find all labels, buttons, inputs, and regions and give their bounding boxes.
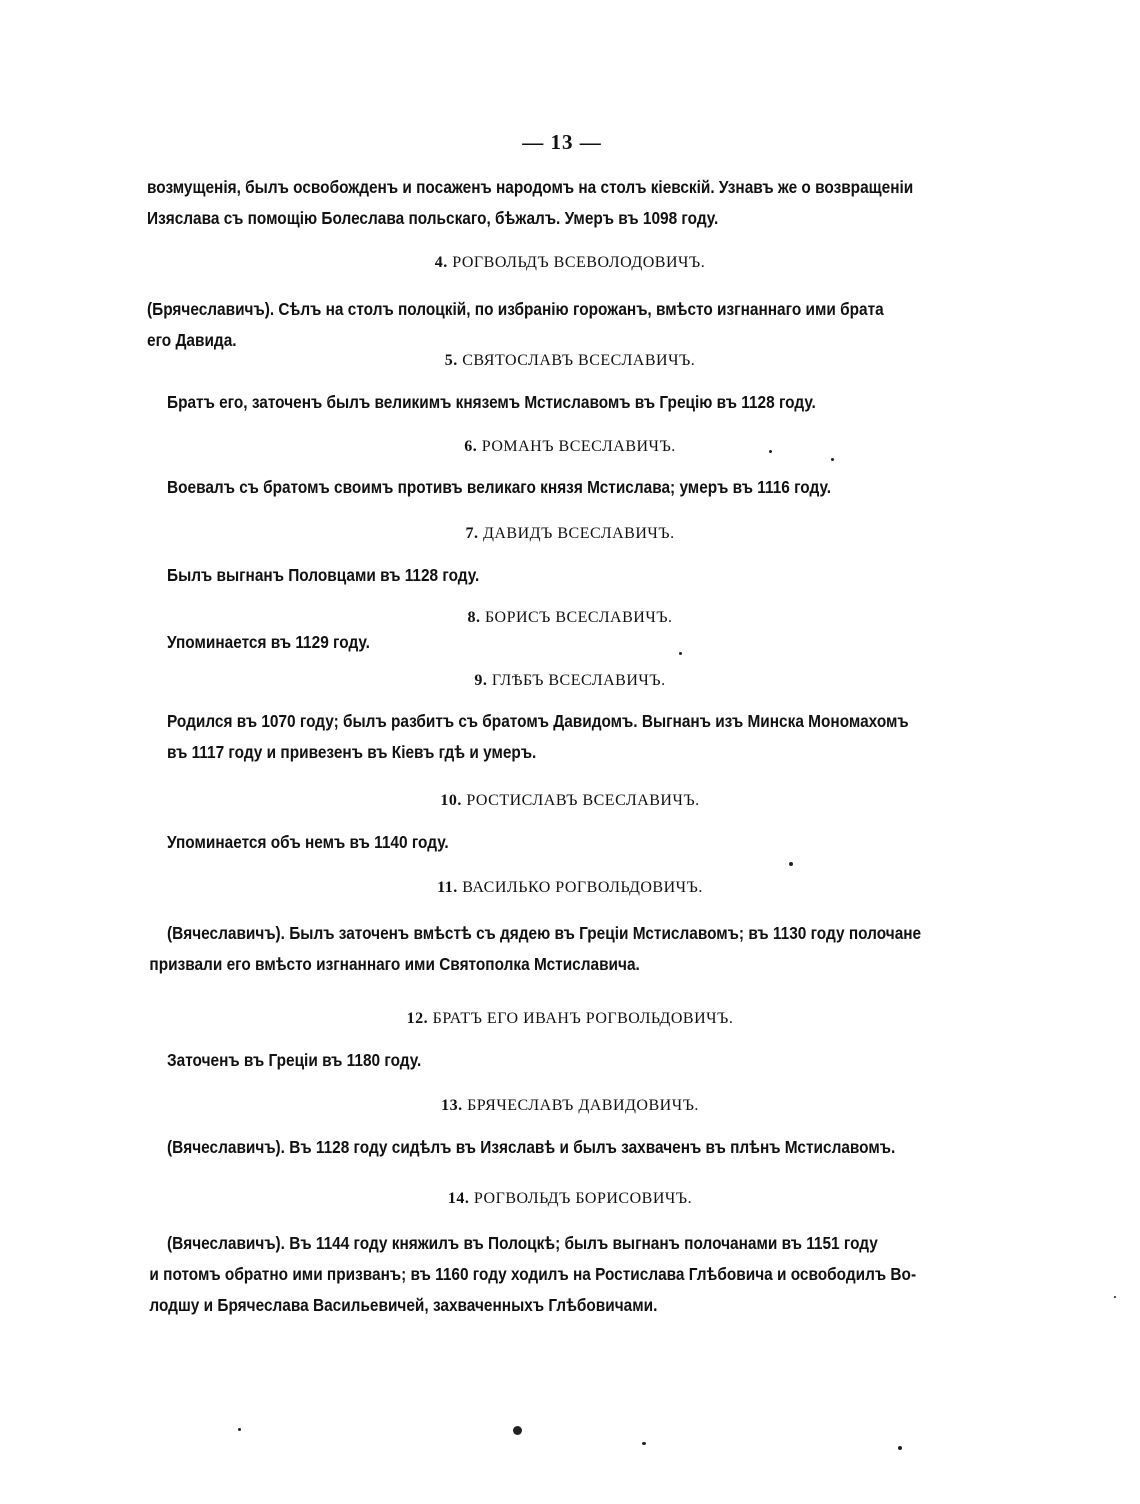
entry-text (167, 627, 370, 658)
text-line: (Брячеславичъ). Сѣлъ на столъ полоцкій, по избранію горожанъ, вмѣсто изгнаннаго ими брата (147, 299, 884, 319)
scan-speck (642, 1442, 646, 1445)
entry-heading (0, 1190, 1140, 1208)
text-line: Изяслава съ помощію Болеслава польскаго, бѣжалъ. Умеръ въ 1098 году. (147, 208, 719, 228)
scan-speck (898, 1446, 902, 1450)
entry-text (167, 1132, 895, 1163)
scan-speck (789, 862, 793, 866)
entry-title: ВАСИЛЬКО РОГВОЛЬДОВИЧЪ. (462, 879, 703, 896)
text-line: Родился въ 1070 году; былъ разбитъ съ братомъ Давидомъ. Выгнанъ изъ Минска Мономахомъ (167, 711, 909, 731)
entry-number: 14. (447, 1190, 470, 1207)
entry-title: БРАТЪ ЕГО ИВАНЪ РОГВОЛЬДОВИЧЪ. (432, 1010, 734, 1027)
entry-number: 9. (474, 672, 488, 689)
entry-heading (0, 254, 1140, 272)
text-line: (Вячеславичъ). Въ 1128 году сидѣлъ въ Изяславѣ и былъ захваченъ въ плѣнъ Мстиславомъ. (167, 1137, 896, 1157)
text-line: Заточенъ въ Греціи въ 1180 году. (167, 1050, 422, 1070)
entry-title: ДАВИДЪ ВСЕСЛАВИЧЪ. (482, 525, 675, 542)
entry-title: РОМАНЪ ВСЕСЛАВИЧЪ. (481, 438, 676, 455)
text-line: Упоминается объ немъ въ 1140 году. (167, 832, 449, 852)
text-line: Братъ его, заточенъ былъ великимъ княземъ Мстиславомъ въ Грецію въ 1128 году. (167, 392, 816, 412)
text-line: въ 1117 году и привезенъ въ Кіевъ гдѣ и умеръ. (167, 742, 537, 762)
scan-speck (1114, 1296, 1116, 1298)
entry-number: 11. (437, 879, 458, 896)
entry-heading (0, 525, 1140, 543)
entry-text (167, 827, 449, 858)
entry-heading (0, 609, 1140, 627)
entry-number: 6. (464, 438, 478, 455)
text-line: (Вячеславичъ). Былъ заточенъ вмѣстѣ съ дядею въ Греціи Мстиславомъ; въ 1130 году полочане (167, 923, 922, 943)
text-line: лодшу и Брячеслава Васильевичей, захваченныхъ Глѣбовичами. (149, 1295, 658, 1315)
scan-speck (679, 652, 682, 655)
scan-speck (238, 1428, 241, 1431)
entry-text (167, 560, 479, 591)
entry-heading (0, 672, 1140, 690)
entry-title: РОГВОЛЬДЪ БОРИСОВИЧЪ. (473, 1190, 693, 1207)
entry-heading (0, 1097, 1140, 1115)
text-line: и потомъ обратно ими призванъ; въ 1160 году ходилъ на Ростислава Глѣбовича и освободилъ Во- (149, 1264, 917, 1284)
entry-number: 8. (467, 609, 481, 626)
entry-text (167, 706, 909, 768)
entry-title: БРЯЧЕСЛАВЪ ДАВИДОВИЧЪ. (467, 1097, 699, 1114)
scan-speck (831, 458, 834, 461)
entry-heading (0, 438, 1140, 456)
text-line: его Давида. (147, 330, 237, 350)
entry-heading (0, 792, 1140, 810)
entry-number: 5. (444, 352, 458, 369)
entry-text (167, 387, 816, 418)
entry-title: БОРИСЪ ВСЕСЛАВИЧЪ. (484, 609, 673, 626)
entry-heading (0, 1010, 1140, 1028)
text-line: призвали его вмѣсто изгнаннаго ими Святополка Мстиславича. (149, 954, 640, 974)
entry-heading (0, 879, 1140, 897)
entry-heading (0, 352, 1140, 370)
page-number: — 13 — (522, 130, 602, 154)
entry-title: СВЯТОСЛАВЪ ВСЕСЛАВИЧЪ. (462, 352, 696, 369)
entry-text (167, 472, 831, 503)
entry-title: РОГВОЛЬДЪ ВСЕВОЛОДОВИЧЪ. (452, 254, 706, 271)
text-line: Былъ выгнанъ Половцами въ 1128 году. (167, 565, 480, 585)
text-line: Упоминается въ 1129 году. (167, 632, 370, 652)
entry-number: 10. (440, 792, 462, 809)
entry-number: 4. (434, 254, 448, 271)
entry-text (167, 1045, 421, 1076)
text-line: возмущенія, былъ освобожденъ и посаженъ народомъ на столъ кіевскій. Узнавъ же о возвращеніи (147, 177, 914, 197)
entry-title: ГЛѢБЪ ВСЕСЛАВИЧЪ. (491, 672, 666, 689)
entry-text (147, 294, 884, 356)
scan-speck (513, 1426, 522, 1435)
entry-number: 7. (465, 525, 479, 542)
entry-title: РОСТИСЛАВЪ ВСЕСЛАВИЧЪ. (466, 792, 700, 809)
intro-paragraph (147, 172, 913, 234)
entry-number: 12. (406, 1010, 429, 1027)
text-line: Воевалъ съ братомъ своимъ противъ великаго князя Мстислава; умеръ въ 1116 году. (167, 477, 831, 497)
entry-text (149, 1228, 917, 1321)
entry-number: 13. (441, 1097, 463, 1114)
text-line: (Вячеславичъ). Въ 1144 году княжилъ въ Полоцкѣ; былъ выгнанъ полочанами въ 1151 году (167, 1233, 878, 1253)
entry-text (149, 918, 922, 980)
scan-speck (769, 450, 772, 453)
